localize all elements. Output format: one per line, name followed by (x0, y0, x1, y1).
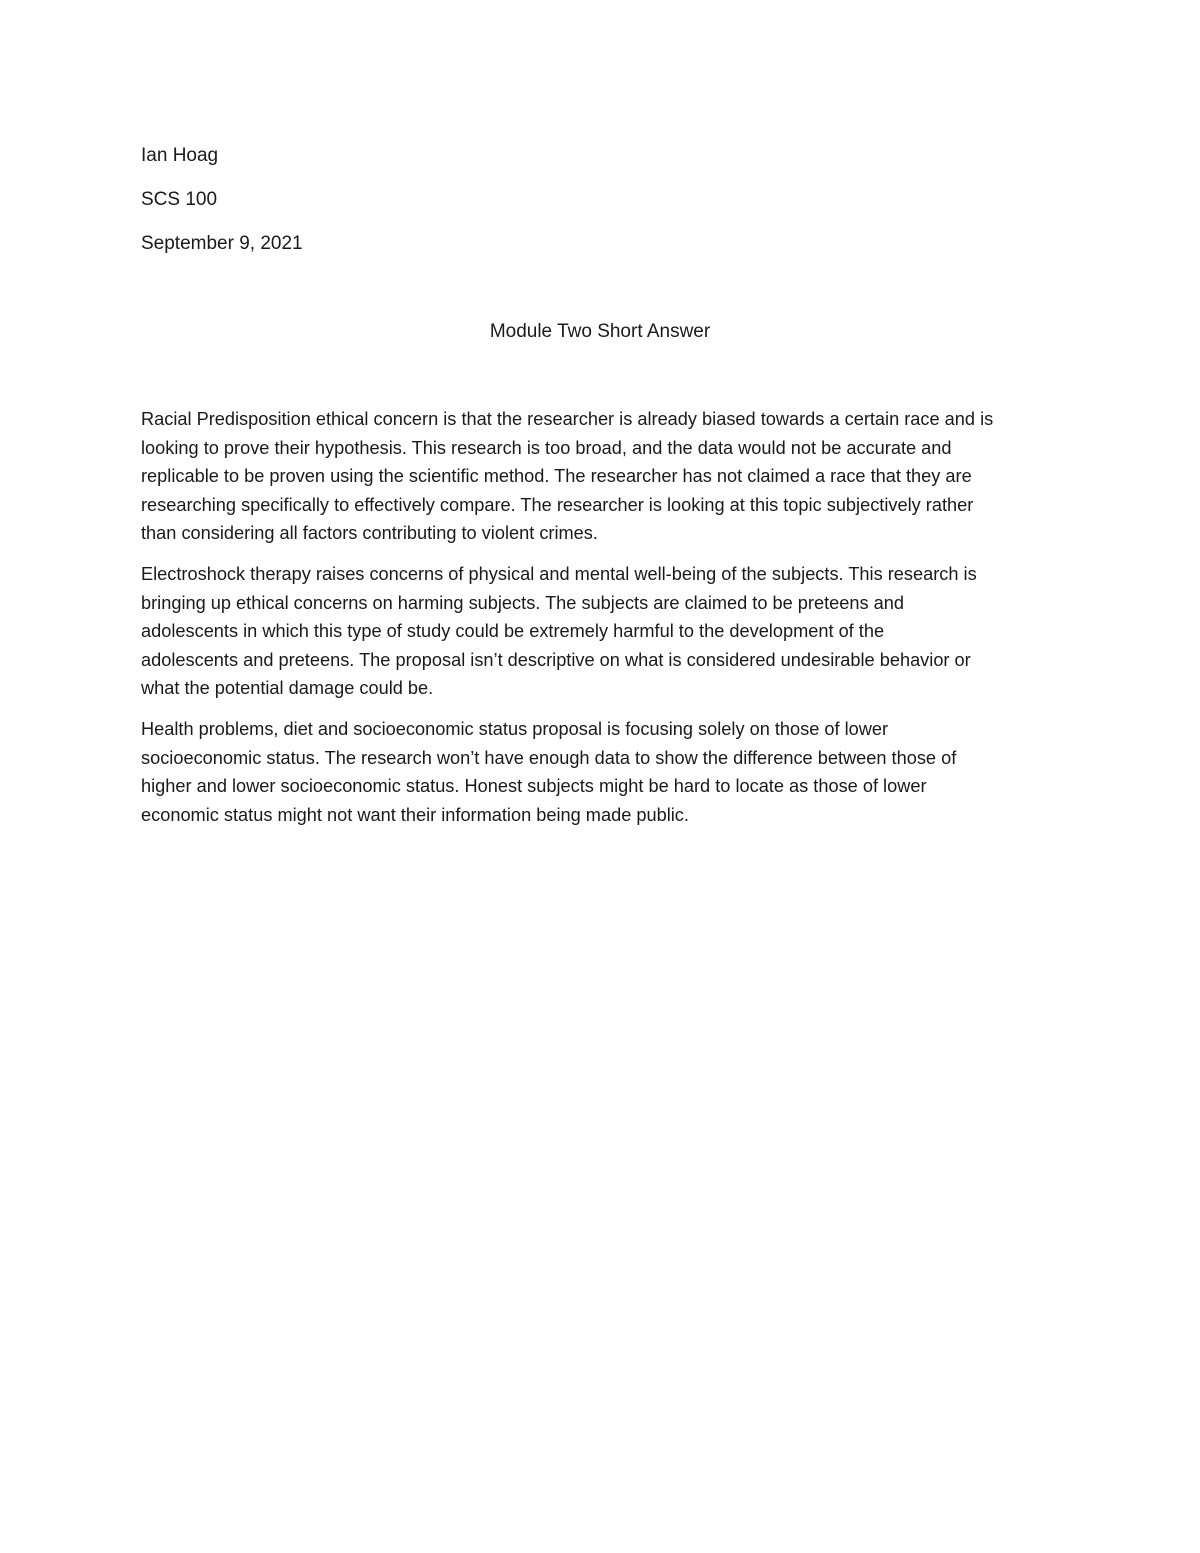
author-name: Ian Hoag (141, 145, 219, 166)
paragraph-line: researching specifically to effectively compare. The researcher is looking at this topic subjectively rather (141, 494, 974, 515)
paragraph-line: adolescents and preteens. The proposal isn’t descriptive on what is considered undesirable behavior or (141, 649, 971, 670)
paragraph-line: what the potential damage could be. (141, 678, 434, 699)
course-code: SCS 100 (141, 189, 218, 210)
paragraph-health-problems (141, 715, 1066, 829)
paragraph-line: bringing up ethical concerns on harming subjects. The subjects are claimed to be preteens and (141, 592, 904, 613)
paragraph-line: Electroshock therapy raises concerns of physical and mental well-being of the subjects. This research is (141, 563, 977, 584)
paragraph-line: economic status might not want their information being made public. (141, 804, 689, 825)
paragraph-line: looking to prove their hypothesis. This research is too broad, and the data would not be accurate and (141, 437, 952, 458)
paragraph-line: Racial Predisposition ethical concern is that the researcher is already biased towards a certain race and is (141, 409, 994, 429)
document-date: September 9, 2021 (141, 233, 303, 254)
document-title: Module Two Short Answer (489, 321, 711, 342)
paragraph-line: socioeconomic status. The research won’t have enough data to show the difference between those of (141, 747, 957, 768)
paragraph-line: Health problems, diet and socioeconomic status proposal is focusing solely on those of lower (141, 718, 889, 739)
paragraph-line: than considering all factors contributing to violent crimes. (141, 523, 598, 544)
paragraph-line: replicable to be proven using the scientific method. The researcher has not claimed a race that they are (141, 466, 972, 487)
paragraph-racial-predisposition (141, 405, 1066, 548)
paragraph-line: higher and lower socioeconomic status. Honest subjects might be hard to locate as those of lower (141, 776, 927, 797)
paragraph-electroshock-therapy (141, 560, 1066, 703)
paragraph-line: adolescents in which this type of study could be extremely harmful to the development of the (141, 621, 885, 642)
document-body (141, 405, 1066, 841)
